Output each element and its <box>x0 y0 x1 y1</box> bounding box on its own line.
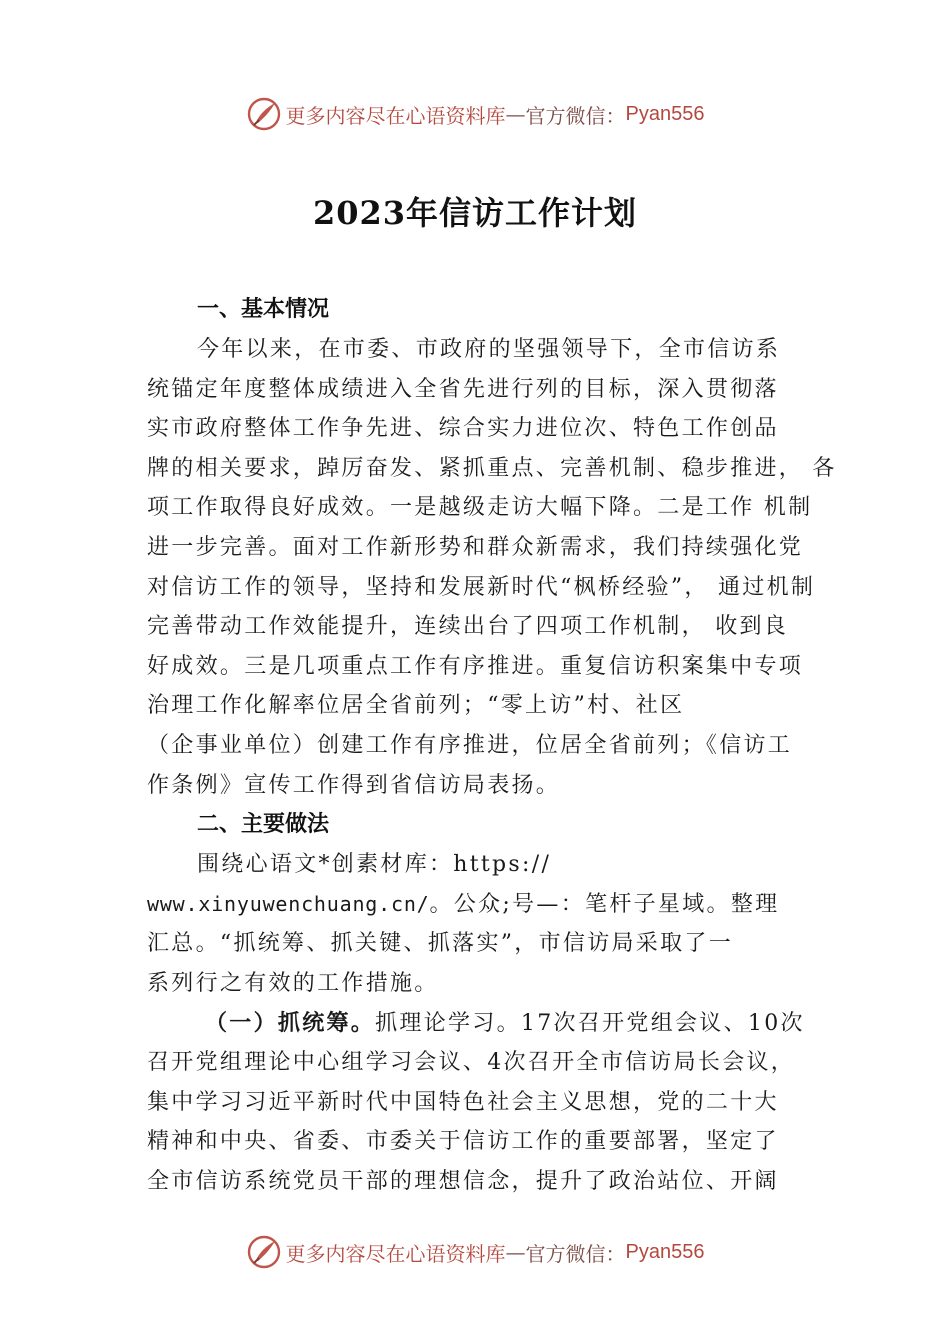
section2-paragraph <box>147 845 837 1201</box>
paragraph-line: 全市信访系统党员干部的理想信念，提升了政治站位、开阔 <box>147 1168 779 1194</box>
paragraph-line: 完善带动工作效能提升，连续出台了四项工作机制， 收到良 <box>147 614 789 640</box>
paragraph-line: （企事业单位）创建工作有序推进，位居全省前列；《信访工 <box>147 732 793 758</box>
watermark-wechat-id: Pyan556 <box>625 102 705 125</box>
paragraph-line: 实市政府整体工作争先进、综合实力进位次、特色工作创品 <box>147 416 779 442</box>
paragraph-line: 作条例》宣传工作得到省信访局表扬。 <box>147 772 561 798</box>
watermark-brand: 更多内容尽在心语资料库 <box>285 1241 506 1266</box>
subsection-label: （一）抓统筹。 <box>205 1010 376 1036</box>
paragraph-line: 统锚定年度整体成绩进入全省先进行列的目标，深入贯彻落 <box>147 376 779 402</box>
source-url-link[interactable]: www.xinyuwenchuang.cn/ <box>147 891 430 916</box>
watermark-dash: — <box>505 102 526 126</box>
watermark-official: 官方微信： <box>525 103 626 128</box>
section-heading-main-practices: 二、主要做法 <box>197 812 330 838</box>
watermark-brand: 更多内容尽在心语资料库 <box>285 103 506 128</box>
quill-logo-icon <box>246 1234 282 1270</box>
document-title: 2023年信访工作计划 <box>312 194 638 232</box>
paragraph-line: 召开党组理论中心组学习会议、4次召开全市信访局长会议， <box>147 1050 796 1076</box>
paragraph-line: 精神和中央、省委、市委关于信访工作的重要部署，坚定了 <box>147 1129 779 1155</box>
paragraph-line-tail: 。公众;号—：笔杆子星域。整理 <box>429 891 780 917</box>
paragraph-line: 集中学习习近平新时代中国特色社会主义思想，党的二十大 <box>147 1089 779 1115</box>
watermark-banner-top <box>0 94 950 134</box>
watermark-dash: — <box>505 1240 526 1264</box>
paragraph-line: 进一步完善。面对工作新形势和群众新需求，我们持续强化党 <box>147 534 804 560</box>
paragraph-line: 项工作取得良好成效。一是越级走访大幅下降。二是工作 机制 <box>147 495 813 521</box>
document-body <box>147 290 837 1201</box>
watermark-official: 官方微信： <box>525 1241 626 1266</box>
quill-logo-icon <box>246 96 282 132</box>
paragraph-line <box>147 1004 837 1044</box>
paragraph-line: 好成效。三是几项重点工作有序推进。重复信访积案集中专项 <box>147 653 804 679</box>
paragraph-line-tail: 抓理论学习。17次召开党组会议、10次 <box>375 1010 805 1036</box>
paragraph-line: 牌的相关要求，踔厉奋发、紧抓重点、完善机制、稳步推进， 各 <box>147 455 837 481</box>
section-heading-basic-situation: 一、基本情况 <box>197 297 330 322</box>
paragraph-line: 汇总。“抓统筹、抓关键、抓落实”，市信访局采取了一 <box>147 931 733 957</box>
paragraph-line: 围绕心语文*创素材库：https:// <box>197 852 552 878</box>
paragraph-line <box>147 885 837 925</box>
paragraph-line: 系列行之有效的工作措施。 <box>147 970 439 996</box>
paragraph-line: 对信访工作的领导，坚持和发展新时代“枫桥经验”， 通过机制 <box>147 574 816 600</box>
watermark-banner-bottom <box>0 1232 950 1272</box>
paragraph-line: 今年以来，在市委、市政府的坚强领导下，全市信访系 <box>197 337 781 362</box>
section1-paragraph <box>147 330 837 805</box>
watermark-wechat-id: Pyan556 <box>625 1240 705 1263</box>
paragraph-line: 治理工作化解率位居全省前列；“零上访”村、社区 <box>147 693 685 719</box>
